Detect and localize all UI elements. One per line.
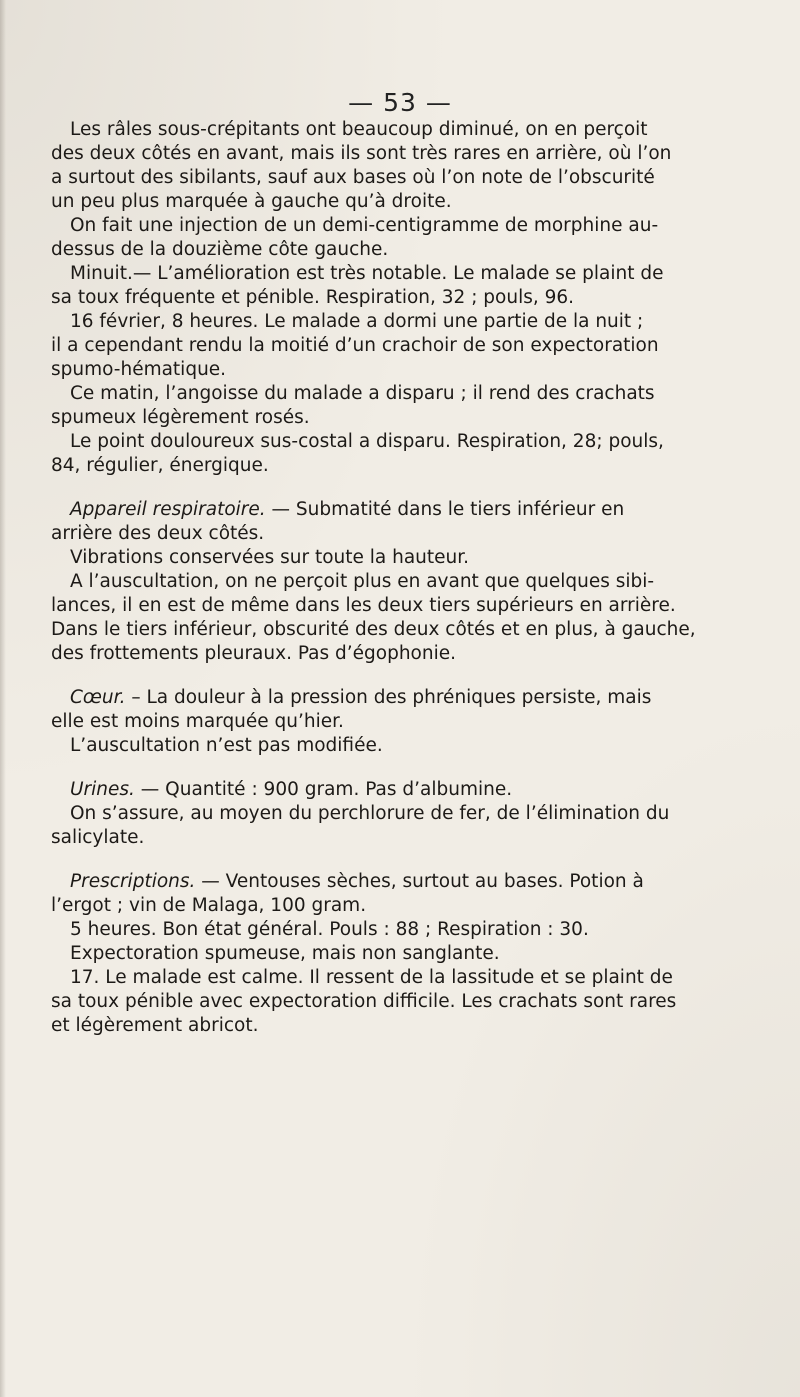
text-line: Le point douloureux sus-costal a disparu. Respiration, 28; pouls, — [70, 431, 664, 452]
text-line: spumeux légèrement rosés. — [51, 407, 310, 428]
text-line: 16 février, 8 heures. Le malade a dormi une partie de la nuit ; — [70, 311, 644, 332]
text-line: Ce matin, l’angoisse du malade a disparu ; il rend des crachats — [70, 383, 655, 404]
text-line: 17. Le malade est calme. Il ressent de la lassitude et se plaint de — [70, 967, 673, 988]
text-line: elle est moins marquée qu’hier. — [51, 711, 344, 732]
text-line: Minuit.— L’amélioration est très notable. Le malade se plaint de — [70, 263, 664, 284]
section-respiratory: Appareil respiratoire. — Submatité dans le tiers inférieur en — [70, 499, 625, 520]
section-heading: Appareil respiratoire. — [70, 499, 266, 520]
page-binding-shadow — [0, 0, 6, 1397]
text-line: Dans le tiers inférieur, obscurité des deux côtés et en plus, à gauche, — [51, 619, 696, 640]
text-line: l’ergot ; vin de Malaga, 100 gram. — [51, 895, 367, 916]
text-line: A l’auscultation, on ne perçoit plus en avant que quelques sibi- — [70, 571, 655, 592]
text-line: Expectoration spumeuse, mais non sanglante. — [70, 943, 500, 964]
text-line: 5 heures. Bon état général. Pouls : 88 ; Respiration : 30. — [70, 919, 589, 940]
text-line: des deux côtés en avant, mais ils sont très rares en arrière, où l’on — [51, 143, 672, 164]
text-line: sa toux fréquente et pénible. Respiration, 32 ; pouls, 96. — [51, 287, 575, 308]
section-heading: Prescriptions. — [70, 871, 196, 892]
text-line: des frottements pleuraux. Pas d’égophonie. — [51, 643, 456, 664]
text-line: spumo-hématique. — [51, 359, 227, 380]
text-line: On s’assure, au moyen du perchlorure de fer, de l’élimination du — [70, 803, 670, 824]
text-line: a surtout des sibilants, sauf aux bases où l’on note de l’obscurité — [51, 167, 655, 188]
text-line: 84, régulier, énergique. — [51, 455, 269, 476]
text-line: un peu plus marquée à gauche qu’à droite. — [51, 191, 452, 212]
page-number: — 53 — — [348, 88, 452, 117]
text-line: il a cependant rendu la moitié d’un crachoir de son expectoration — [51, 335, 659, 356]
text-line: L’auscultation n’est pas modifiée. — [70, 735, 383, 756]
text-line: arrière des deux côtés. — [51, 523, 265, 544]
text-line: lances, il en est de même dans les deux tiers supérieurs en arrière. — [51, 595, 676, 616]
section-prescriptions: Prescriptions. — Ventouses sèches, surtout au bases. Potion à — [70, 871, 644, 892]
section-urine: Urines. — Quantité : 900 gram. Pas d’albumine. — [70, 779, 513, 800]
text-line: dessus de la douzième côte gauche. — [51, 239, 389, 260]
text-line: salicylate. — [51, 827, 145, 848]
text-line: sa toux pénible avec expectoration difficile. Les crachats sont rares — [51, 991, 677, 1012]
text-line: On fait une injection de un demi-centigramme de morphine au- — [70, 215, 659, 236]
text-line: et légèrement abricot. — [51, 1015, 259, 1036]
text-line: Vibrations conservées sur toute la hauteur. — [70, 547, 470, 568]
section-heart: Cœur. – La douleur à la pression des phréniques persiste, mais — [70, 687, 652, 708]
text-line: Les râles sous-crépitants ont beaucoup diminué, on en perçoit — [70, 119, 648, 140]
section-heading: Cœur. — [70, 687, 126, 708]
section-heading: Urines. — [70, 779, 135, 800]
